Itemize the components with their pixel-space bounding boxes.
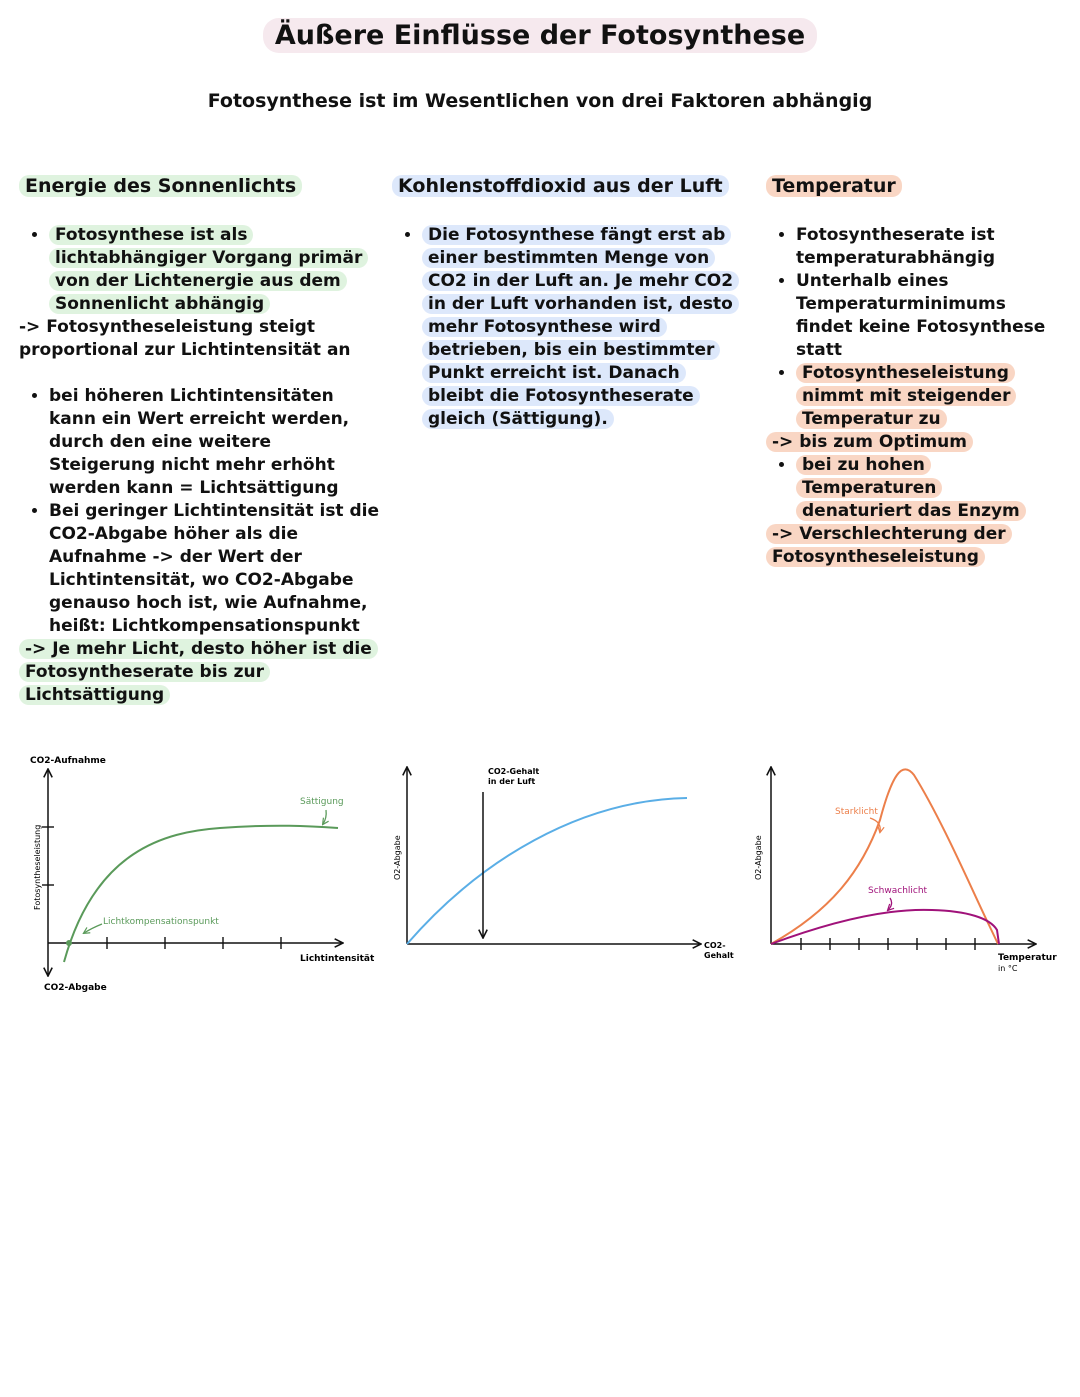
x-axis-label-1: CO2- [704,941,726,950]
heading-temp: Temperatur [766,175,1046,198]
chart-light [20,750,390,1000]
light-curve [64,826,338,962]
list-item: • Die Fotosynthese fängt erst ab einer bestimmten Menge von CO2 in der Luft an. Je mehr CO2 in der Luft vorhanden ist, desto mehr Fotosynthese wird betrieben, bis ein bestimmter Punkt erreicht ist. Danach bleibt die Fotosyntheserate gleich (Sättigung). [422,224,737,431]
compensation-point [66,940,72,946]
light-list-1 [19,224,379,316]
column-light [19,175,379,707]
strong-light-curve [771,769,998,944]
chart-temp [752,760,1072,980]
compensation-label: Lichtkompensationspunkt [103,917,219,927]
marker-label-2: in der Luft [488,777,536,786]
weak-label-arrow [888,898,892,910]
temp-list-1 [766,224,1046,431]
marker-label-1: CO2-Gehalt [488,767,540,776]
y-axis-label: Fotosyntheseleistung [33,824,42,910]
list-item: • Fotosynthese ist als lichtabhängiger Vorgang primär von der Lichtenergie aus dem Sonnenlicht abhängig [49,224,379,316]
strong-label: Starklicht [835,807,878,817]
saturation-label: Sättigung [300,797,344,807]
list-item: • Fotosyntheserate ist temperaturabhängig [796,224,1046,270]
column-co2 [392,175,737,431]
light-arrow-2: -> Je mehr Licht, desto höher ist die Fotosyntheserate bis zur Lichtsättigung [19,638,379,707]
list-item: • Fotosyntheseleistung nimmt mit steigender Temperatur zu [796,362,1046,431]
x-axis-label: Lichtintensität [300,954,375,964]
x-axis-label-1: Temperatur [998,953,1057,963]
heading-co2: Kohlenstoffdioxid aus der Luft [392,175,737,198]
light-list-2 [19,385,379,638]
weak-light-curve [771,910,999,944]
page-subtitle: Fotosynthese ist im Wesentlichen von drei Faktoren abhängig [207,90,873,112]
y-axis-label: O2-Abgabe [754,835,763,880]
x-axis-label-2: in °C [998,964,1018,973]
y-bottom-label: CO2-Abgabe [44,983,107,993]
list-item: • Bei geringer Lichtintensität ist die CO2-Abgabe höher als die Aufnahme -> der Wert der Lichtintensität, wo CO2-Abgabe genauso hoch ist, wie Aufnahme, heißt: Lichtkompensationspunkt [49,500,379,638]
y-axis-label: O2-Abgabe [393,835,402,880]
compensation-arrow [84,924,102,933]
temp-list-2 [766,454,1046,523]
co2-list [392,224,737,431]
temp-arrow-1: -> bis zum Optimum [766,431,1046,454]
light-arrow-1: -> Fotosyntheseleistung steigt proportional zur Lichtintensität an [19,317,351,360]
page-title: Äußere Einflüsse der Fotosynthese [0,20,1080,51]
list-item: • bei zu hohen Temperaturen denaturiert das Enzym [796,454,1046,523]
chart-co2 [390,760,750,970]
list-item: • Unterhalb eines Temperaturminimums findet keine Fotosynthese statt [796,270,1046,362]
weak-label: Schwachlicht [868,886,928,896]
y-top-label: CO2-Aufnahme [30,756,106,766]
saturation-arrow [323,810,326,824]
list-item: • bei höheren Lichtintensitäten kann ein Wert erreicht werden, durch den eine weitere Steigerung nicht mehr erhöht werden kann = Lichtsättigung [49,385,379,500]
temp-arrow-2: -> Verschlechterung der Fotosyntheseleistung [766,523,1046,569]
heading-light: Energie des Sonnenlichts [19,175,379,198]
x-axis-label-2: Gehalt [704,951,734,960]
co2-curve [407,798,687,944]
column-temp [766,175,1046,569]
